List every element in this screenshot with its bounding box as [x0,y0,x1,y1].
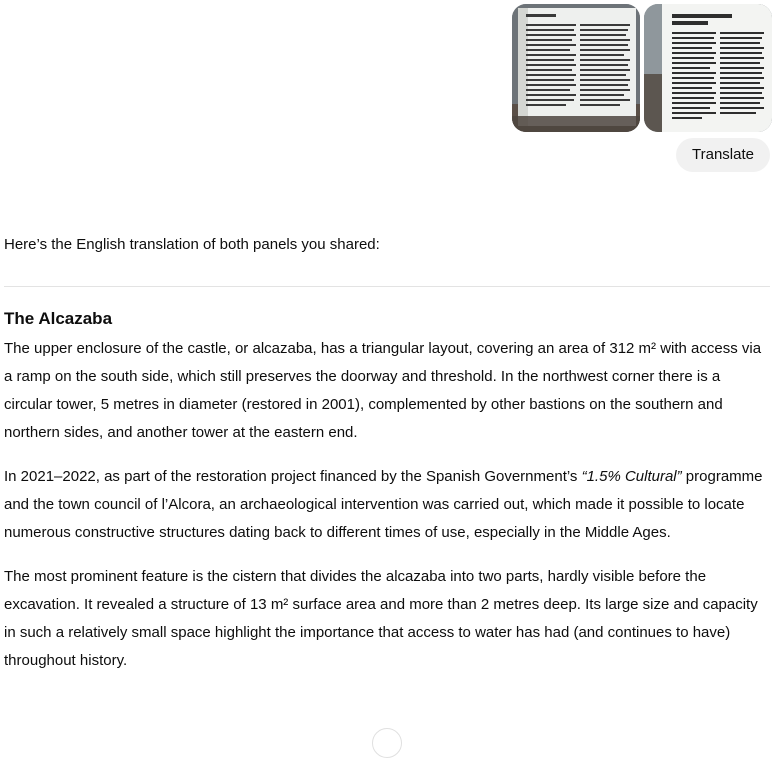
response-intro: Here’s the English translation of both panels you shared: [4,236,380,253]
section-heading: The Alcazaba [4,309,113,328]
response-paragraph [4,463,770,547]
attachment-image-1[interactable] [512,4,640,132]
panel-photo-1 [512,4,640,132]
paragraph-text: programme and the town council of l’Alcora, an archaeological intervention was carried out, which made it possible to locate numerous constructive structures dating back to different times of use, especially in the Middle Ages. [4,468,763,541]
programme-name: “1.5% Cultural” [581,468,682,485]
message-attachments [512,4,772,132]
response-paragraph: The upper enclosure of the castle, or alcazaba, has a triangular layout, covering an area of 312 m² with access via a ramp on the south side, which still preserves the doorway and threshold. In the northwest corner there is a circular tower, 5 metres in diameter (restored in 2001), complemented by other bastions on the southern and northern sides, and another tower at the eastern end. [4,340,762,441]
assistant-response [4,231,770,675]
scroll-down-button[interactable] [372,728,402,758]
panel-photo-2 [644,4,772,132]
paragraph-text: In 2021–2022, as part of the restoration project financed by the Spanish Government’s [4,468,582,485]
response-paragraph: The most prominent feature is the cistern that divides the alcazaba into two parts, hardly visible before the excavation. It revealed a structure of 13 m² surface area and more than 2 metres deep. Its large size and capacity in such a relatively small space highlight the importance that access to water has had (and continues to have) throughout history. [4,568,758,669]
user-message-text: Translate [692,146,754,163]
section-divider [4,286,770,287]
user-message-bubble [676,138,770,172]
attachment-image-2[interactable] [644,4,772,132]
